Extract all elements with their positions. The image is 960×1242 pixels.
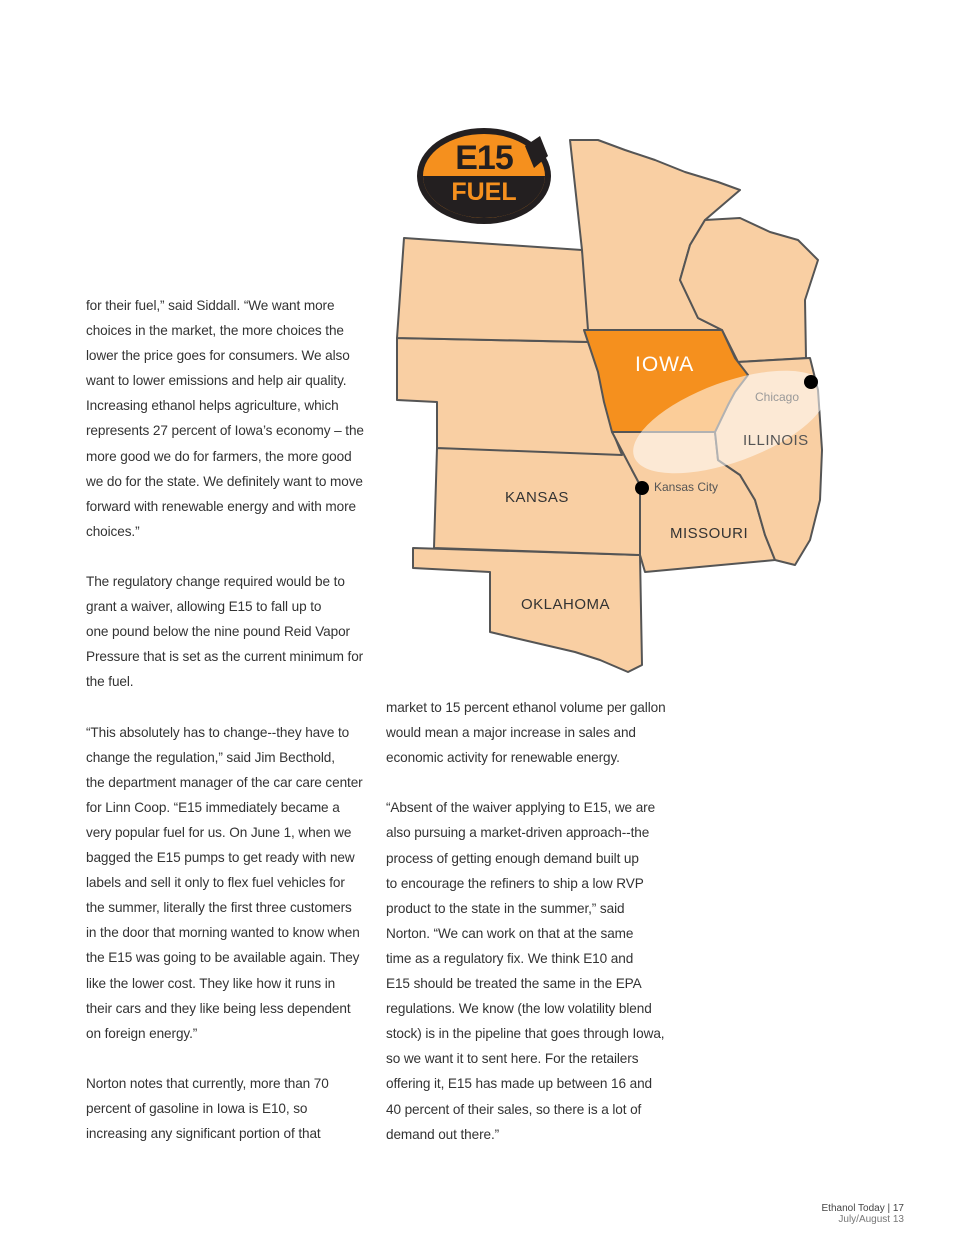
text-line: Pressure that is set as the current minimum for bbox=[86, 649, 364, 665]
text-line: increasing any significant portion of that bbox=[86, 1126, 321, 1142]
text-line: the department manager of the car care center bbox=[86, 774, 363, 790]
text-line: for their fuel,” said Siddall. “We want more bbox=[86, 298, 335, 313]
text-line: represents 27 percent of Iowa’s economy – the bbox=[86, 423, 364, 439]
map-svg bbox=[390, 112, 840, 682]
article-paragraph bbox=[86, 569, 364, 694]
chicago-dot bbox=[804, 375, 818, 389]
text-line: Norton notes that currently, more than 70 bbox=[86, 1075, 329, 1091]
text-line: on foreign energy.” bbox=[86, 1025, 198, 1041]
kansas-city-label: Kansas City bbox=[654, 480, 719, 494]
text-line: so we want it to sent here. For the retailers bbox=[386, 1051, 639, 1067]
text-line: want to lower emissions and help air quality. bbox=[86, 373, 347, 389]
text-line: change the regulation,” said Jim Becthold, bbox=[86, 749, 335, 765]
text-line: demand out there.” bbox=[386, 1126, 500, 1142]
text-line: the E15 was going to be available again. They bbox=[86, 950, 360, 966]
text-line: labels and sell it only to flex fuel vehicles for bbox=[86, 875, 345, 891]
text-line: choices in the market, the more choices the bbox=[86, 323, 344, 339]
illinois-label: ILLINOIS bbox=[743, 432, 809, 449]
text-line: bagged the E15 pumps to get ready with new bbox=[86, 850, 355, 866]
logo-e15-text: E15 bbox=[455, 139, 513, 177]
text-line: the fuel. bbox=[86, 674, 134, 690]
text-line: The regulatory change required would be to bbox=[86, 574, 345, 590]
text-line: forward with renewable energy and with more bbox=[86, 498, 356, 514]
logo-fuel-text: FUEL bbox=[451, 178, 517, 206]
article-paragraph bbox=[86, 293, 364, 544]
issue-date: July/August 13 bbox=[838, 1214, 904, 1225]
nebraska-state bbox=[397, 338, 622, 455]
article-paragraph bbox=[86, 720, 361, 1046]
e15-fuel-logo bbox=[417, 128, 551, 224]
text-line: economic activity for renewable energy. bbox=[386, 750, 620, 766]
text-line: market to 15 percent ethanol volume per gallon bbox=[386, 700, 666, 715]
text-line: regulations. We know (the low volatility blend bbox=[386, 1001, 652, 1017]
text-line: grant a waiver, allowing E15 to fall up to bbox=[86, 599, 322, 615]
missouri-label: MISSOURI bbox=[670, 525, 749, 542]
text-line: Increasing ethanol helps agriculture, which bbox=[86, 398, 339, 414]
text-line: in the door that morning wanted to know when bbox=[86, 925, 360, 941]
text-line: lower the price goes for consumers. We also bbox=[86, 348, 350, 364]
article-column-left bbox=[86, 293, 364, 1146]
text-line: also pursuing a market-driven approach--the bbox=[386, 825, 650, 841]
kansas-label: KANSAS bbox=[505, 489, 569, 506]
text-line: offering it, E15 has made up between 16 and bbox=[386, 1076, 653, 1092]
e15-midwest-map bbox=[390, 112, 840, 682]
text-line: the summer, literally the first three customers bbox=[86, 900, 352, 916]
kansas-city-dot bbox=[635, 481, 649, 495]
text-line: “This absolutely has to change--they have to bbox=[86, 724, 350, 740]
text-line: time as a regulatory fix. We think E10 and bbox=[386, 950, 634, 966]
page-number: 17 bbox=[892, 1203, 904, 1214]
text-line: one pound below the nine pound Reid Vapor bbox=[86, 624, 350, 640]
text-line: “Absent of the waiver applying to E15, we are bbox=[386, 800, 656, 816]
south-dakota-state bbox=[397, 238, 590, 342]
page-footer bbox=[822, 1203, 905, 1225]
iowa-label: IOWA bbox=[635, 353, 695, 376]
text-line: stock) is in the pipeline that goes through Iowa, bbox=[386, 1026, 665, 1042]
text-line: like the lower cost. They like how it runs in bbox=[86, 975, 336, 991]
text-line: very popular fuel for us. On June 1, when we bbox=[86, 824, 352, 840]
footer-line-1 bbox=[822, 1203, 905, 1214]
magazine-name: Ethanol Today bbox=[821, 1203, 885, 1214]
text-line: process of getting enough demand built up bbox=[386, 850, 639, 866]
text-line: Norton. “We can work on that at the same bbox=[386, 925, 634, 941]
text-line: product to the state in the summer,” said bbox=[386, 900, 625, 916]
text-line: would mean a major increase in sales and bbox=[386, 725, 636, 741]
chicago-label: Chicago bbox=[755, 390, 800, 404]
oklahoma-label: OKLAHOMA bbox=[521, 596, 611, 613]
text-line: for Linn Coop. “E15 immediately became a bbox=[86, 799, 340, 815]
text-line: choices.” bbox=[86, 523, 140, 539]
article-paragraph bbox=[386, 795, 666, 1146]
article-paragraph bbox=[86, 1071, 361, 1146]
text-line: more good we do for farmers, the more good bbox=[86, 448, 352, 464]
text-line: percent of gasoline in Iowa is E10, so bbox=[86, 1101, 308, 1116]
article-paragraph bbox=[386, 695, 666, 770]
text-line: we do for the state. We definitely want to move bbox=[86, 473, 363, 489]
text-line: to encourage the refiners to ship a low RVP bbox=[386, 875, 644, 891]
text-line: their cars and they like being less dependent bbox=[86, 1000, 351, 1016]
footer-separator: | bbox=[887, 1203, 891, 1214]
text-line: E15 should be treated the same in the EPA bbox=[386, 976, 642, 992]
text-line: 40 percent of their sales, so there is a lot of bbox=[386, 1101, 642, 1117]
article-column-right bbox=[386, 695, 666, 1147]
